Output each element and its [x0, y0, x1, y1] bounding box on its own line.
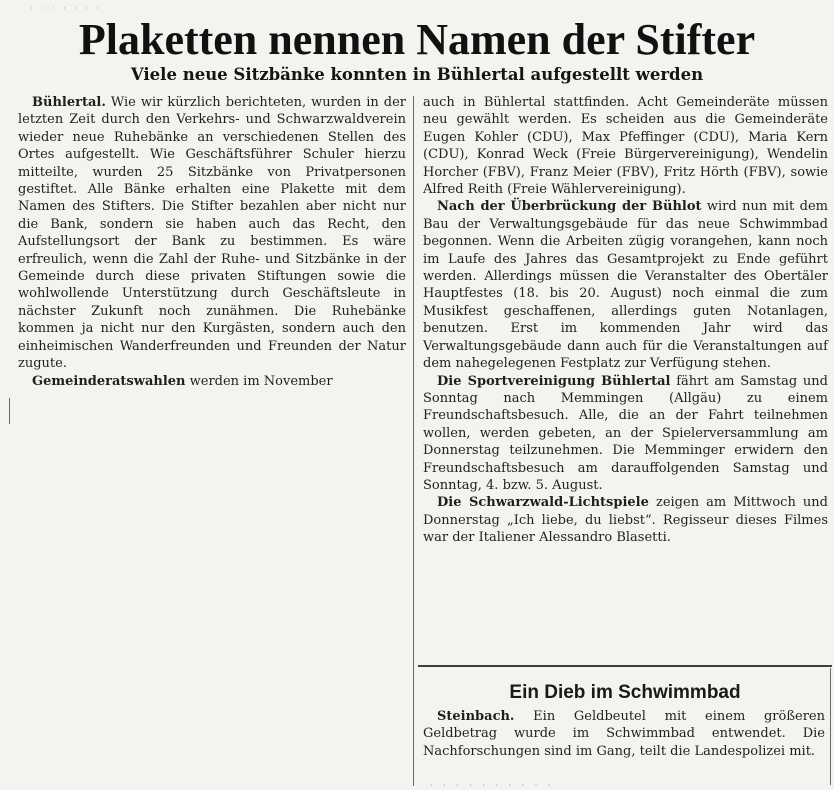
subheadline: Viele neue Sitzbänke konnten in Bühlertal aufgestellt werden: [130, 65, 704, 84]
paragraph-lead: Bühlertal.: [32, 95, 106, 110]
paragraph-text: Ein Geldbeutel mit einem größeren Geldbetrag wurde im Schwimmbad entwendet. Die Nachforschungen sind im Gang, teilt die Landespolizei mit.: [423, 709, 825, 759]
paragraph-lead: Gemeinderatswahlen: [32, 373, 186, 389]
paragraph-text: zeigen am Mittwoch und Donnerstag „Ich liebe, du liebst“. Regisseur dieses Filmes war der Italiener Alessandro Blasetti.: [423, 495, 828, 546]
right-column: [423, 94, 828, 659]
paragraph: [423, 198, 828, 372]
section-separator: [418, 665, 832, 667]
column-tick: [9, 398, 10, 424]
paragraph-text: fährt am Samstag und Sonntag nach Memmingen (Allgäu) zu einem Freundschaftsbesuch. Alle, die an der Fahrt teilnehmen wollen, werden gebeten, an der Spielerversammlung am Donnerstag teilzunehmen. Die Memminger erwidern den Freundschaftsbesuch am darauffolgenden Samstag und Sonntag, 4. bzw. 5. August.: [423, 373, 829, 493]
paragraph: [423, 94, 828, 198]
column-divider: [413, 96, 414, 786]
paragraph: [18, 373, 406, 390]
paragraph-lead: Steinbach.: [437, 709, 515, 724]
paragraph: [423, 494, 828, 546]
paragraph-lead: Die Schwarzwald-Lichtspiele: [437, 495, 649, 511]
paragraph: [423, 708, 825, 760]
paragraph-text: wird nun mit dem Bau der Verwaltungsgebäude für das neue Schwimmbad begonnen. Wenn die Arbeiten zügig vorangehen, kann noch im Laufe des Jahres das Gesamtprojekt zu Ende geführt werden. Allerdings müssen die Veranstalter des Obertäler Hauptfestes (18. bis 20. August) noch einmal die zum Musikfest geschaffenen, allerdings guten Notanlagen, benutzen. Erst im kommenden Jahr wird das Verwaltungsgebäude dann auch für die Veranstaltungen auf dem nahegelegenen Festplatz zur Verfügung stehen.: [423, 199, 828, 372]
headline: Plaketten nennen Namen der Stifter: [78, 15, 756, 64]
paragraph-lead: Die Sportvereinigung Bühlertal: [437, 373, 671, 389]
paragraph: [423, 373, 828, 495]
paragraph: [18, 94, 406, 373]
box-title: Ein Dieb im Schwimmbad: [509, 682, 741, 703]
box-body: [423, 708, 825, 778]
cropped-text-fragment: · · · · · · · · · ·: [430, 781, 555, 790]
paragraph-text: Wie wir kürzlich berichteten, wurden in der letzten Zeit durch den Verkehrs- und Schwarzwaldverein wieder neue Ruhebänke an verschiedenen Stellen des Ortes aufgestellt. Wie Geschäftsführer Schuler hierzu mitteilte, wurden 25 Sitzbänke von Privatpersonen gestiftet. Alle Bänke erhalten eine Plakette mit dem Namen des Stifters. Die Stifter bezahlen aber nicht nur die Bank, sondern sie haben auch das Recht, den Aufstellungsort der Bank zu bestimmen. Es wäre erfreulich, wenn die Zahl der Ruhe- und Sitzbänke in der Gemeinde durch diese privaten Stiftungen sowie die wohlwollende Unterstützung durch Geschäftsleute in nächster Zukunft noch zunähmen. Die Ruhebänke kommen ja nicht nur den Kurgästen, sondern auch den einheimischen Wanderfreunden und Freunden der Natur zugute.: [18, 95, 406, 372]
paragraph-lead: Nach der Überbrückung der Bühlot: [437, 199, 702, 215]
paragraph-text: auch in Bühlertal stattfinden. Acht Gemeinderäte müssen neu gewählt werden. Es scheiden aus die Gemeinderäte Eugen Kohler (CDU), Max Pfeffinger (CDU), Maria Kern (CDU), Konrad Weck (Freie Bürgervereinigung), Wendelin Horcher (FBV), Franz Meier (FBV), Fritz Hörth (FBV), sowie Alfred Reith (Freie Wählervereinigung).: [423, 95, 828, 198]
left-column: [18, 94, 406, 424]
cropped-text-fragment: · · · · · · ·: [30, 4, 103, 13]
paragraph-text: werden im November: [185, 373, 333, 389]
